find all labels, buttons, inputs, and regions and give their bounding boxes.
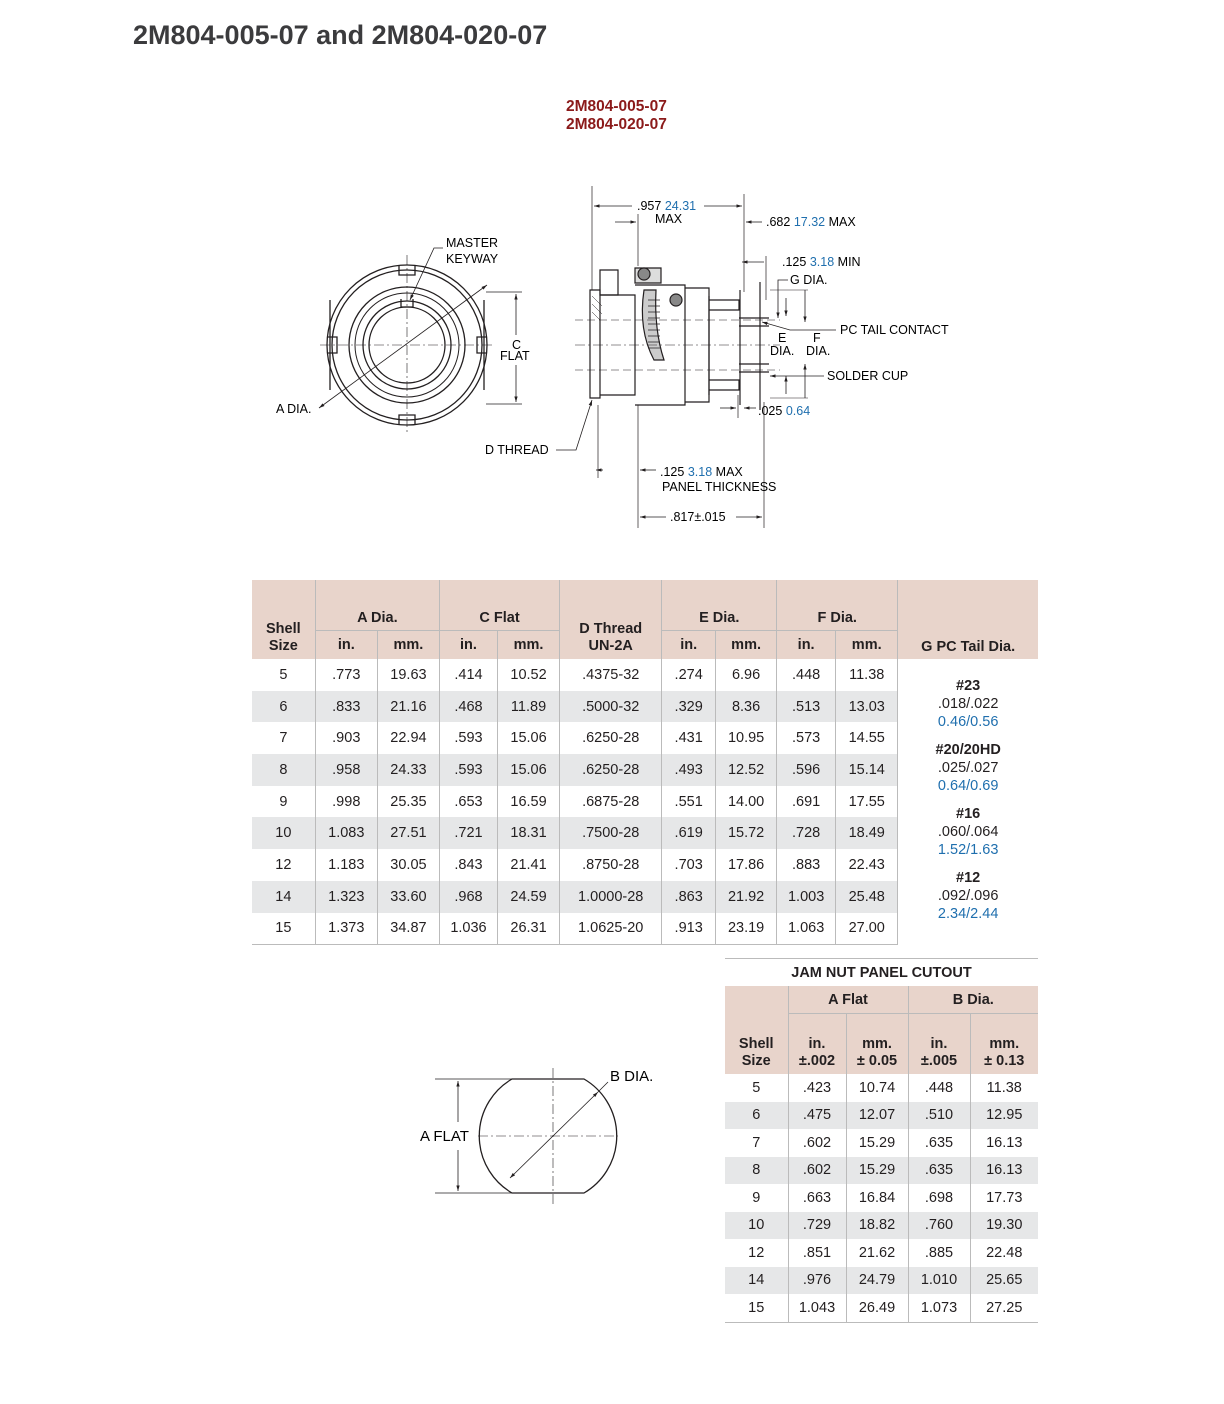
table-cell: 1.323 bbox=[315, 881, 377, 913]
table-cell: 26.49 bbox=[846, 1294, 908, 1322]
table-cell: .721 bbox=[440, 817, 498, 849]
table-cell: .691 bbox=[777, 786, 836, 818]
table-cell: .551 bbox=[662, 786, 716, 818]
table-row bbox=[725, 1129, 1038, 1157]
table-cell: .760 bbox=[908, 1212, 970, 1240]
table-cell: .602 bbox=[788, 1129, 846, 1157]
table-cell: 7 bbox=[752, 1134, 761, 1151]
table-cell: 14.00 bbox=[716, 786, 777, 818]
table-cell: .493 bbox=[662, 754, 716, 786]
table-cell: .596 bbox=[777, 754, 836, 786]
table-cell: .423 bbox=[788, 1074, 846, 1102]
table-cell: 25.35 bbox=[377, 786, 439, 818]
table-cell: 24.59 bbox=[497, 881, 559, 913]
table-cell: 21.62 bbox=[846, 1239, 908, 1267]
table-cell: 1.0625-20 bbox=[560, 913, 662, 945]
table-cell: 12.07 bbox=[846, 1102, 908, 1130]
table-cell: 22.94 bbox=[377, 722, 439, 754]
table-cell: .329 bbox=[662, 691, 716, 723]
header-a-flat: A Flat bbox=[788, 986, 908, 1014]
table-row bbox=[725, 1239, 1038, 1267]
panel-cutout-table bbox=[725, 958, 1038, 1323]
table-cell: 10.74 bbox=[846, 1074, 908, 1102]
table-cell: 16.59 bbox=[497, 786, 559, 818]
table-cell: 12.95 bbox=[970, 1102, 1038, 1130]
table-row bbox=[725, 1157, 1038, 1185]
dim-cup: .025 0.64 bbox=[758, 404, 811, 418]
g-tail-mm: 0.46/0.56 bbox=[937, 713, 999, 730]
table-cell: 22.43 bbox=[836, 849, 898, 881]
table-cell: 21.41 bbox=[497, 849, 559, 881]
table-row bbox=[725, 1102, 1038, 1130]
panel-cutout-drawing bbox=[410, 1060, 690, 1220]
header-shell-size: Shell Size bbox=[725, 1014, 788, 1075]
header-b-dia: B Dia. bbox=[908, 986, 1038, 1014]
header-e-dia: E Dia. bbox=[662, 580, 777, 631]
table-cell: .7500-28 bbox=[560, 817, 662, 849]
table-cell: 25.48 bbox=[836, 881, 898, 913]
g-tail-size: #12 bbox=[956, 869, 981, 886]
g-tail-in: .018/.022 bbox=[937, 695, 999, 712]
g-tail-size: #23 bbox=[956, 677, 981, 694]
table-cell: 1.073 bbox=[908, 1294, 970, 1322]
table-cell: 17.73 bbox=[970, 1184, 1038, 1212]
dim-mount: .817±.015 bbox=[670, 510, 726, 524]
label-pc-tail: PC TAIL CONTACT bbox=[840, 323, 949, 337]
table-cell: 1.043 bbox=[788, 1294, 846, 1322]
table-cell: 11.38 bbox=[836, 659, 898, 691]
table-cell: 8 bbox=[725, 1157, 788, 1185]
table-cell: 27.00 bbox=[836, 913, 898, 945]
g-tail-mm: 1.52/1.63 bbox=[937, 841, 999, 858]
table-cell: 10 bbox=[252, 817, 315, 849]
label-e: E bbox=[778, 331, 787, 345]
table-cell: 9 bbox=[279, 793, 288, 810]
g-tail-group bbox=[898, 869, 1038, 923]
table-cell: 26.31 bbox=[497, 913, 559, 945]
table-cell: 16.84 bbox=[846, 1184, 908, 1212]
label-d-thread: D THREAD bbox=[485, 443, 549, 457]
table-cell: 18.49 bbox=[836, 817, 898, 849]
table-cell: 27.51 bbox=[377, 817, 439, 849]
table-cell: 1.010 bbox=[908, 1267, 970, 1295]
label-master: MASTER bbox=[446, 236, 499, 250]
table-cell: 5 bbox=[279, 666, 288, 683]
table-cell: 12 bbox=[748, 1244, 765, 1261]
table-cell: .843 bbox=[440, 849, 498, 881]
g-tail-cell bbox=[898, 659, 1038, 945]
label-keyway: KEYWAY bbox=[446, 252, 499, 266]
table-cell: 8.36 bbox=[716, 691, 777, 723]
table-cell: .863 bbox=[662, 881, 716, 913]
table-cell: 14 bbox=[252, 881, 315, 913]
table-cell: .833 bbox=[315, 691, 377, 723]
table-cell: 34.87 bbox=[377, 913, 439, 945]
table-cell: 15.29 bbox=[846, 1129, 908, 1157]
table-cell: .448 bbox=[777, 659, 836, 691]
table-cell: .593 bbox=[440, 754, 498, 786]
table-cell: 11.89 bbox=[497, 691, 559, 723]
table-cell: .698 bbox=[908, 1184, 970, 1212]
g-tail-group bbox=[898, 677, 1038, 731]
dim-rear: .682 17.32 MAX bbox=[766, 215, 856, 229]
table-cell: .885 bbox=[908, 1239, 970, 1267]
table-cell: 15 bbox=[725, 1294, 788, 1322]
table-cell: 18.31 bbox=[497, 817, 559, 849]
g-tail-mm: 0.64/0.69 bbox=[937, 777, 999, 794]
table-cell: .883 bbox=[777, 849, 836, 881]
table-cell: .903 bbox=[315, 722, 377, 754]
header-unit: mm. bbox=[716, 631, 777, 660]
table-cell: .635 bbox=[908, 1157, 970, 1185]
table-cell: .6250-28 bbox=[560, 754, 662, 786]
table-cell: .573 bbox=[777, 722, 836, 754]
table-cell: .5000-32 bbox=[560, 691, 662, 723]
header-a-dia: A Dia. bbox=[315, 580, 439, 631]
table-cell: 15.06 bbox=[497, 754, 559, 786]
table-row bbox=[725, 1294, 1038, 1322]
label-c: C bbox=[512, 338, 522, 352]
table-cell: .414 bbox=[440, 659, 498, 691]
table-cell: .510 bbox=[908, 1102, 970, 1130]
header-d-thread: D Thread UN-2A bbox=[560, 580, 662, 659]
header-shell-size: Shell Size bbox=[252, 580, 315, 659]
header-unit: mm. bbox=[377, 631, 439, 660]
table-cell: 16.13 bbox=[970, 1157, 1038, 1185]
table-cell: 6 bbox=[725, 1102, 788, 1130]
table-row bbox=[725, 1267, 1038, 1295]
table-cell: 14 bbox=[725, 1267, 788, 1295]
table-cell: 21.16 bbox=[377, 691, 439, 723]
g-tail-group bbox=[898, 805, 1038, 859]
table-cell: .653 bbox=[440, 786, 498, 818]
header-c-flat: C Flat bbox=[440, 580, 560, 631]
g-tail-group bbox=[898, 741, 1038, 795]
table-cell: 6 bbox=[252, 691, 315, 723]
table-cell: 23.19 bbox=[716, 913, 777, 945]
table-cell: 21.92 bbox=[716, 881, 777, 913]
table-cell: 19.63 bbox=[377, 659, 439, 691]
table-cell: .4375-32 bbox=[560, 659, 662, 691]
g-tail-in: .025/.027 bbox=[937, 759, 999, 776]
table-cell: .976 bbox=[788, 1267, 846, 1295]
label-a-dia: A DIA. bbox=[276, 402, 312, 416]
header-f-dia: F Dia. bbox=[777, 580, 898, 631]
table-cell: 15.14 bbox=[836, 754, 898, 786]
header-g-tail: G PC Tail Dia. bbox=[898, 580, 1038, 659]
table-cell: 10.52 bbox=[497, 659, 559, 691]
table-cell: 15.29 bbox=[846, 1157, 908, 1185]
table-cell: .8750-28 bbox=[560, 849, 662, 881]
table-cell: 15.06 bbox=[497, 722, 559, 754]
front-view bbox=[319, 248, 522, 435]
table-cell: 18.82 bbox=[846, 1212, 908, 1240]
table-cell: .998 bbox=[315, 786, 377, 818]
header-unit: mm. bbox=[497, 631, 559, 660]
connector-drawing bbox=[0, 0, 1224, 560]
g-tail-mm: 2.34/2.44 bbox=[937, 905, 999, 922]
table-cell: .635 bbox=[908, 1129, 970, 1157]
label-g-dia: G DIA. bbox=[790, 273, 828, 287]
header-unit: in. bbox=[662, 631, 716, 660]
table-cell: 1.036 bbox=[440, 913, 498, 945]
table-cell: .968 bbox=[440, 881, 498, 913]
table-cell: 12 bbox=[275, 856, 292, 873]
table-cell: 5 bbox=[752, 1079, 761, 1096]
table-row bbox=[725, 1074, 1038, 1102]
table-cell: .6250-28 bbox=[560, 722, 662, 754]
table-cell: 7 bbox=[279, 730, 288, 747]
label-flat: FLAT bbox=[500, 349, 530, 363]
table-cell: 24.33 bbox=[377, 754, 439, 786]
table-cell: 8 bbox=[252, 754, 315, 786]
table-cell: .663 bbox=[788, 1184, 846, 1212]
table-cell: 24.79 bbox=[846, 1267, 908, 1295]
header-blank bbox=[725, 986, 788, 1014]
table-cell: 12.52 bbox=[716, 754, 777, 786]
table-row bbox=[725, 1212, 1038, 1240]
table-cell: 22.48 bbox=[970, 1239, 1038, 1267]
header-unit: in. bbox=[315, 631, 377, 660]
header-unit: in. bbox=[777, 631, 836, 660]
table-cell: 19.30 bbox=[970, 1212, 1038, 1240]
header-unit: in. bbox=[440, 631, 498, 660]
table-cell: 1.0000-28 bbox=[560, 881, 662, 913]
table-cell: .703 bbox=[662, 849, 716, 881]
label-f-dia: DIA. bbox=[806, 344, 831, 358]
g-tail-size: #16 bbox=[956, 805, 981, 822]
table-cell: 25.65 bbox=[970, 1267, 1038, 1295]
label-e-dia: DIA. bbox=[770, 344, 795, 358]
table-cell: 13.03 bbox=[836, 691, 898, 723]
table-cell: 6.96 bbox=[716, 659, 777, 691]
table-cell: 1.083 bbox=[315, 817, 377, 849]
g-tail-in: .060/.064 bbox=[937, 823, 999, 840]
dim-min: .125 3.18 MIN bbox=[782, 255, 861, 269]
part-number: 2M804-005-07 bbox=[566, 98, 667, 115]
table-cell: 1.063 bbox=[777, 913, 836, 945]
table-cell: .6875-28 bbox=[560, 786, 662, 818]
table-cell: 17.86 bbox=[716, 849, 777, 881]
table-cell: .513 bbox=[777, 691, 836, 723]
label-solder-cup: SOLDER CUP bbox=[827, 369, 909, 383]
label-a-flat: A FLAT bbox=[420, 1128, 469, 1145]
table-row bbox=[252, 659, 1038, 691]
table-cell: .913 bbox=[662, 913, 716, 945]
table-cell: 9 bbox=[752, 1189, 761, 1206]
g-tail-size: #20/20HD bbox=[935, 741, 1001, 758]
dim-overall: .957 24.31 bbox=[637, 199, 697, 213]
table-cell: .475 bbox=[788, 1102, 846, 1130]
table-cell: 33.60 bbox=[377, 881, 439, 913]
table-cell: .448 bbox=[908, 1074, 970, 1102]
part-number: 2M804-020-07 bbox=[566, 116, 667, 133]
g-tail-in: .092/.096 bbox=[937, 887, 999, 904]
table-cell: 10.95 bbox=[716, 722, 777, 754]
cutout-caption: JAM NUT PANEL CUTOUT bbox=[725, 959, 1038, 987]
header-unit: in. ±.005 bbox=[908, 1014, 970, 1075]
table-cell: 11.38 bbox=[970, 1074, 1038, 1102]
label-b-dia: B DIA. bbox=[610, 1068, 654, 1085]
header-unit: in. ±.002 bbox=[788, 1014, 846, 1075]
table-cell: 1.373 bbox=[315, 913, 377, 945]
table-cell: 30.05 bbox=[377, 849, 439, 881]
table-cell: 17.55 bbox=[836, 786, 898, 818]
table-cell: .619 bbox=[662, 817, 716, 849]
table-cell: 1.183 bbox=[315, 849, 377, 881]
table-cell: 16.13 bbox=[970, 1129, 1038, 1157]
label-f: F bbox=[813, 331, 821, 345]
table-cell: 15 bbox=[252, 913, 315, 945]
table-row bbox=[725, 1184, 1038, 1212]
dim-overall-max: MAX bbox=[655, 212, 683, 226]
header-unit: mm. ± 0.05 bbox=[846, 1014, 908, 1075]
label-panel-thickness: PANEL THICKNESS bbox=[662, 480, 777, 494]
table-cell: .593 bbox=[440, 722, 498, 754]
table-cell: .274 bbox=[662, 659, 716, 691]
table-cell: 14.55 bbox=[836, 722, 898, 754]
shell-dimension-table bbox=[252, 580, 1038, 945]
table-cell: .728 bbox=[777, 817, 836, 849]
table-cell: .851 bbox=[788, 1239, 846, 1267]
header-unit: mm. bbox=[836, 631, 898, 660]
table-cell: .773 bbox=[315, 659, 377, 691]
table-cell: 27.25 bbox=[970, 1294, 1038, 1322]
table-cell: .468 bbox=[440, 691, 498, 723]
table-cell: .729 bbox=[788, 1212, 846, 1240]
table-cell: .958 bbox=[315, 754, 377, 786]
header-unit: mm. ± 0.13 bbox=[970, 1014, 1038, 1075]
table-cell: 10 bbox=[725, 1212, 788, 1240]
table-cell: 1.003 bbox=[777, 881, 836, 913]
dim-panel: .125 3.18 MAX bbox=[660, 465, 743, 479]
table-cell: 15.72 bbox=[716, 817, 777, 849]
table-cell: .602 bbox=[788, 1157, 846, 1185]
page-title: 2M804-005-07 and 2M804-020-07 bbox=[133, 20, 548, 50]
table-cell: .431 bbox=[662, 722, 716, 754]
